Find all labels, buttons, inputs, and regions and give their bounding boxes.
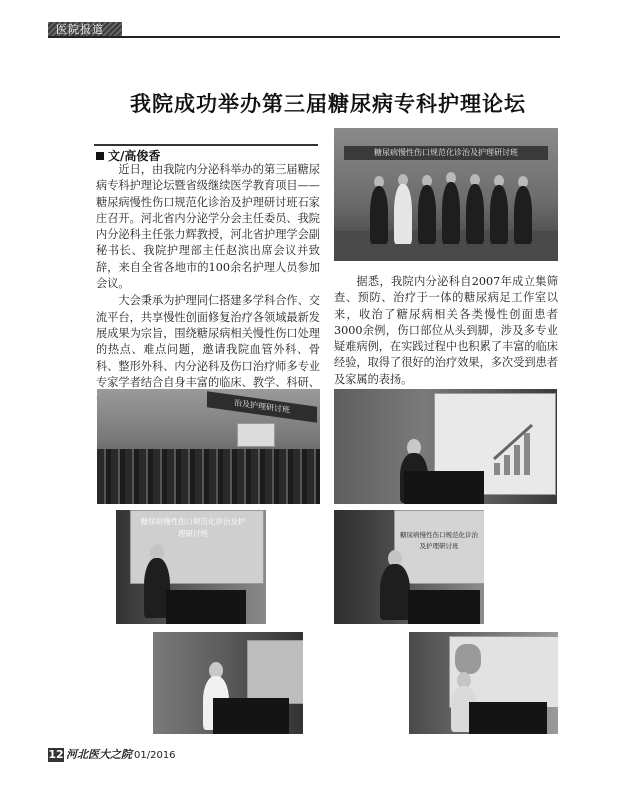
journal-title: 河北医大之院	[66, 748, 132, 761]
podium	[469, 702, 547, 734]
paragraph-1: 近日，由我院内分泌科举办的第三届糖尿病专科护理论坛暨省级继续医学教育项目——糖尿病慢性伤口规范化诊治及护理研讨班石家庄召开。河北省内分泌学分会主任委员、我院内分泌科主任张力辉教授，河北省护理学会副秘书长、我院护理部主任赵滨出席会议并致辞，来自全省各地市的100余名护理人员参加会议。	[96, 163, 320, 291]
speaker-photo-5	[409, 632, 558, 734]
slide-title: 糖尿病慢性伤口规范化诊治及护理研讨班	[140, 517, 246, 538]
author-name: 文/高俊香	[108, 149, 161, 163]
group-banner: 糖尿病慢性伤口规范化诊治及护理研讨班	[344, 146, 548, 160]
podium	[404, 471, 484, 504]
person-figure	[418, 185, 436, 244]
author-rule	[94, 144, 318, 146]
slide-portrait	[455, 644, 481, 674]
person-figure	[394, 184, 412, 244]
person-figure	[490, 185, 508, 244]
person-figure	[442, 182, 460, 244]
projector-screen	[237, 423, 275, 447]
left-column	[96, 162, 320, 407]
speaker-photo-3	[334, 510, 484, 624]
issue-label: 01/2016	[134, 750, 176, 761]
person-figure	[514, 186, 532, 244]
podium	[213, 698, 289, 734]
journal-name	[66, 748, 176, 763]
growth-chart-graphic	[492, 419, 542, 479]
speaker-photo-2	[116, 510, 266, 624]
article-title: 我院成功举办第三届糖尿病专科护理论坛	[130, 91, 526, 116]
header-rule	[48, 36, 560, 38]
audience-banner: 治及护理研讨班	[207, 391, 317, 422]
paragraph-2: 大会秉承为护理同仁搭建多学科合作、交流平台，共享慢性创面修复治疗各领域最新发展成果为宗旨，围绕糖尿病相关慢性伤口处理的热点、难点问题，邀请我院血管外科、骨科、整形外科、内分泌科及伤口治疗师多专业专家学者结合自身丰富的临床、教学、科研、	[96, 294, 320, 389]
audience-rows	[97, 449, 320, 504]
podium	[408, 590, 480, 624]
person-figure	[370, 186, 388, 244]
paragraph-3: 据悉，我院内分泌科自2007年成立集筛查、预防、治疗于一体的糖尿病足工作室以来，收治了糖尿病相关各类慢性创面患者3000余例，伤口部位从头到脚，涉及多专业疑难病例，在实践过程中也积累了丰富的临床经验，取得了很好的治疗效果，多次受到患者及家属的表扬。	[334, 275, 558, 386]
projector-screen	[247, 640, 303, 704]
speaker-photo-4	[153, 632, 303, 734]
slide-title: 糖尿病慢性伤口规范化诊治及护理研讨班	[400, 531, 478, 550]
section-tab: 医院报道	[48, 22, 122, 38]
person-figure	[466, 184, 484, 244]
speaker-figure	[380, 564, 410, 620]
right-column	[334, 274, 558, 388]
page-number: 12	[48, 748, 64, 761]
group-photo	[334, 128, 558, 261]
audience-photo	[97, 389, 320, 504]
bullet-square-icon	[96, 152, 104, 160]
podium	[166, 590, 246, 624]
speaker-photo-1	[334, 389, 557, 504]
